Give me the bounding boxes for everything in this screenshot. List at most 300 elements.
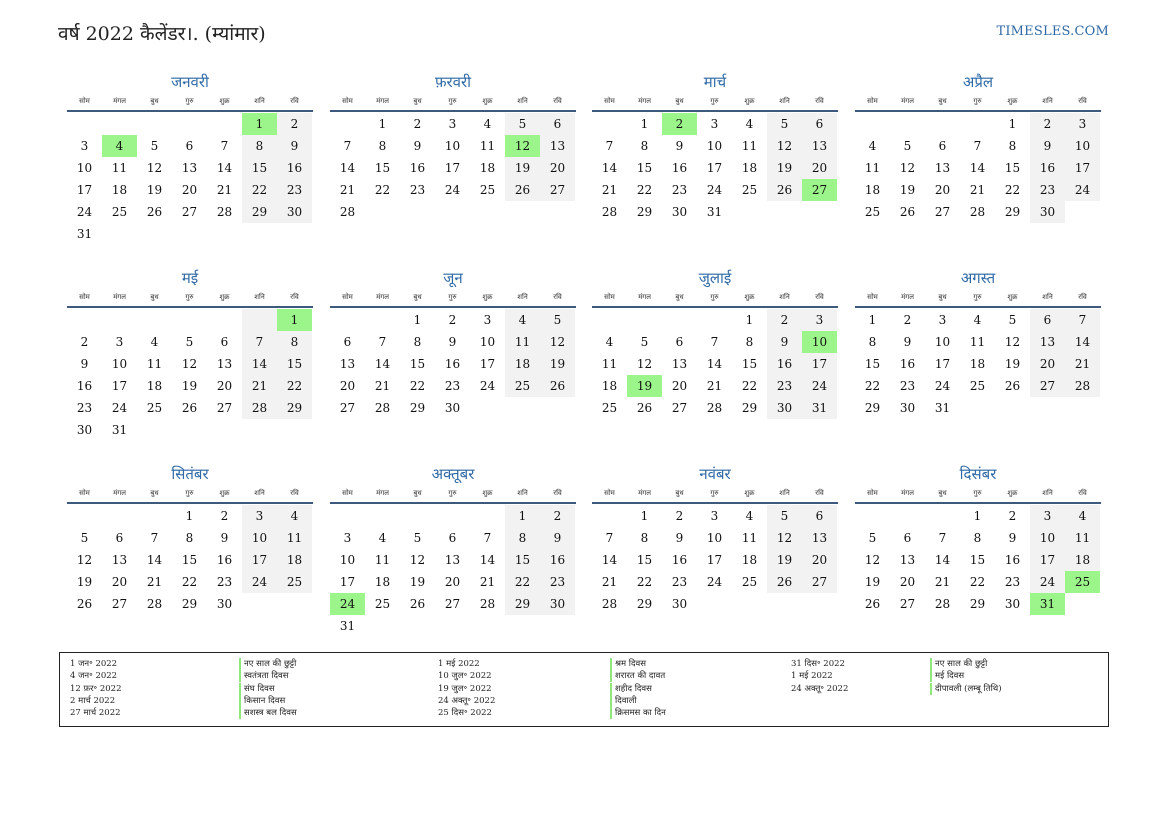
day-cell[interactable]: 15 — [636, 161, 653, 175]
day-cell[interactable]: 22 — [969, 575, 986, 589]
day-cell[interactable]: 14 — [242, 353, 277, 375]
day-cell[interactable]: 1 — [185, 509, 194, 523]
day-cell[interactable]: 10 — [444, 139, 461, 153]
day-cell[interactable]: 1 — [640, 117, 649, 131]
day-cell[interactable]: 1 — [973, 509, 982, 523]
day-cell[interactable]: 11 — [741, 531, 758, 545]
day-cell[interactable]: 9 — [277, 135, 312, 157]
day-cell[interactable]: 15 — [864, 357, 881, 371]
day-cell[interactable]: 8 — [973, 531, 982, 545]
day-cell[interactable]: 3 — [710, 509, 719, 523]
day-cell[interactable]: 10 — [76, 161, 93, 175]
day-cell[interactable]: 19 — [767, 157, 802, 179]
day-cell[interactable]: 3 — [343, 531, 352, 545]
day-cell[interactable]: 30 — [277, 201, 312, 223]
day-cell[interactable]: 13 — [181, 161, 198, 175]
day-cell[interactable]: 25 — [741, 183, 758, 197]
day-cell[interactable]: 4 — [150, 335, 159, 349]
day-cell[interactable]: 11 — [505, 331, 540, 353]
day-cell[interactable]: 25 — [969, 379, 986, 393]
day-cell[interactable]: 31 — [802, 397, 837, 419]
day-cell[interactable]: 20 — [1030, 353, 1065, 375]
day-cell[interactable]: 4 — [605, 335, 614, 349]
day-cell[interactable]: 6 — [448, 531, 457, 545]
day-cell[interactable]: 16 — [671, 161, 688, 175]
day-cell[interactable]: 30 — [899, 401, 916, 415]
day-cell[interactable]: 17 — [444, 161, 461, 175]
day-cell[interactable]: 19 — [505, 157, 540, 179]
day-cell[interactable]: 19 — [76, 575, 93, 589]
day-cell[interactable]: 10 — [802, 331, 837, 353]
day-cell[interactable]: 17 — [1065, 157, 1100, 179]
day-cell[interactable]: 1 — [413, 313, 422, 327]
day-cell[interactable]: 14 — [479, 553, 496, 567]
site-link[interactable]: TIMESLES.COM — [996, 24, 1109, 39]
day-cell[interactable]: 7 — [973, 139, 982, 153]
day-cell[interactable]: 19 — [181, 379, 198, 393]
day-cell[interactable]: 2 — [662, 113, 697, 135]
day-cell[interactable]: 5 — [185, 335, 194, 349]
day-cell[interactable]: 9 — [903, 335, 912, 349]
day-cell[interactable]: 7 — [1065, 309, 1100, 331]
day-cell[interactable]: 13 — [899, 553, 916, 567]
day-cell[interactable]: 16 — [76, 379, 93, 393]
day-cell[interactable]: 6 — [220, 335, 229, 349]
day-cell[interactable]: 23 — [76, 401, 93, 415]
day-cell[interactable]: 20 — [444, 575, 461, 589]
day-cell[interactable]: 21 — [479, 575, 496, 589]
day-cell[interactable]: 27 — [934, 205, 951, 219]
day-cell[interactable]: 31 — [706, 205, 723, 219]
day-cell[interactable]: 11 — [1065, 527, 1100, 549]
day-cell[interactable]: 14 — [706, 357, 723, 371]
day-cell[interactable]: 6 — [1030, 309, 1065, 331]
day-cell[interactable]: 28 — [934, 597, 951, 611]
day-cell[interactable]: 27 — [802, 179, 837, 201]
day-cell[interactable]: 5 — [640, 335, 649, 349]
day-cell[interactable]: 23 — [899, 379, 916, 393]
day-cell[interactable]: 19 — [540, 353, 575, 375]
day-cell[interactable]: 17 — [706, 161, 723, 175]
day-cell[interactable]: 16 — [1004, 553, 1021, 567]
day-cell[interactable]: 27 — [111, 597, 128, 611]
day-cell[interactable]: 4 — [973, 313, 982, 327]
day-cell[interactable]: 22 — [864, 379, 881, 393]
day-cell[interactable]: 6 — [802, 505, 837, 527]
day-cell[interactable]: 7 — [605, 139, 614, 153]
day-cell[interactable]: 21 — [969, 183, 986, 197]
day-cell[interactable]: 20 — [540, 157, 575, 179]
day-cell[interactable]: 30 — [444, 401, 461, 415]
day-cell[interactable]: 13 — [802, 527, 837, 549]
day-cell[interactable]: 30 — [767, 397, 802, 419]
day-cell[interactable]: 23 — [767, 375, 802, 397]
day-cell[interactable]: 20 — [802, 157, 837, 179]
day-cell[interactable]: 24 — [76, 205, 93, 219]
day-cell[interactable]: 7 — [150, 531, 159, 545]
day-cell[interactable]: 6 — [343, 335, 352, 349]
day-cell[interactable]: 12 — [181, 357, 198, 371]
day-cell[interactable]: 20 — [111, 575, 128, 589]
day-cell[interactable]: 5 — [150, 139, 159, 153]
day-cell[interactable]: 14 — [146, 553, 163, 567]
day-cell[interactable]: 9 — [220, 531, 229, 545]
day-cell[interactable]: 7 — [220, 139, 229, 153]
day-cell[interactable]: 20 — [216, 379, 233, 393]
day-cell[interactable]: 15 — [409, 357, 426, 371]
day-cell[interactable]: 2 — [1030, 113, 1065, 135]
day-cell[interactable]: 21 — [146, 575, 163, 589]
day-cell[interactable]: 27 — [339, 401, 356, 415]
day-cell[interactable]: 3 — [115, 335, 124, 349]
day-cell[interactable]: 19 — [409, 575, 426, 589]
day-cell[interactable]: 29 — [636, 205, 653, 219]
day-cell[interactable]: 29 — [409, 401, 426, 415]
day-cell[interactable]: 5 — [903, 139, 912, 153]
day-cell[interactable]: 14 — [374, 357, 391, 371]
day-cell[interactable]: 28 — [146, 597, 163, 611]
day-cell[interactable]: 12 — [409, 553, 426, 567]
day-cell[interactable]: 24 — [706, 575, 723, 589]
day-cell[interactable]: 3 — [483, 313, 492, 327]
day-cell[interactable]: 22 — [505, 571, 540, 593]
day-cell[interactable]: 18 — [741, 161, 758, 175]
day-cell[interactable]: 4 — [1065, 505, 1100, 527]
day-cell[interactable]: 10 — [934, 335, 951, 349]
day-cell[interactable]: 14 — [339, 161, 356, 175]
day-cell[interactable]: 5 — [1008, 313, 1017, 327]
day-cell[interactable]: 1 — [1008, 117, 1017, 131]
day-cell[interactable]: 8 — [1008, 139, 1017, 153]
day-cell[interactable]: 1 — [745, 313, 754, 327]
day-cell[interactable]: 23 — [1004, 575, 1021, 589]
day-cell[interactable]: 28 — [601, 205, 618, 219]
day-cell[interactable]: 8 — [745, 335, 754, 349]
day-cell[interactable]: 27 — [671, 401, 688, 415]
day-cell[interactable]: 2 — [277, 113, 312, 135]
day-cell[interactable]: 5 — [868, 531, 877, 545]
day-cell[interactable]: 22 — [636, 575, 653, 589]
day-cell[interactable]: 16 — [409, 161, 426, 175]
day-cell[interactable]: 25 — [277, 571, 312, 593]
day-cell[interactable]: 1 — [242, 113, 277, 135]
day-cell[interactable]: 29 — [242, 201, 277, 223]
day-cell[interactable]: 9 — [80, 357, 89, 371]
day-cell[interactable]: 24 — [934, 379, 951, 393]
day-cell[interactable]: 4 — [868, 139, 877, 153]
day-cell[interactable]: 22 — [374, 183, 391, 197]
day-cell[interactable]: 11 — [374, 553, 391, 567]
day-cell[interactable]: 25 — [111, 205, 128, 219]
day-cell[interactable]: 28 — [1065, 375, 1100, 397]
day-cell[interactable]: 5 — [413, 531, 422, 545]
day-cell[interactable]: 21 — [601, 575, 618, 589]
day-cell[interactable]: 13 — [339, 357, 356, 371]
day-cell[interactable]: 6 — [540, 113, 575, 135]
day-cell[interactable]: 8 — [640, 531, 649, 545]
day-cell[interactable]: 17 — [242, 549, 277, 571]
day-cell[interactable]: 12 — [767, 135, 802, 157]
day-cell[interactable]: 1 — [640, 509, 649, 523]
day-cell[interactable]: 13 — [671, 357, 688, 371]
day-cell[interactable]: 20 — [339, 379, 356, 393]
day-cell[interactable]: 28 — [216, 205, 233, 219]
day-cell[interactable]: 4 — [483, 117, 492, 131]
day-cell[interactable]: 26 — [181, 401, 198, 415]
day-cell[interactable]: 18 — [969, 357, 986, 371]
day-cell[interactable]: 7 — [343, 139, 352, 153]
day-cell[interactable]: 25 — [146, 401, 163, 415]
day-cell[interactable]: 16 — [216, 553, 233, 567]
day-cell[interactable]: 9 — [1008, 531, 1017, 545]
day-cell[interactable]: 7 — [605, 531, 614, 545]
day-cell[interactable]: 8 — [868, 335, 877, 349]
day-cell[interactable]: 31 — [339, 619, 356, 633]
day-cell[interactable]: 17 — [706, 553, 723, 567]
day-cell[interactable]: 20 — [934, 183, 951, 197]
day-cell[interactable]: 6 — [938, 139, 947, 153]
day-cell[interactable]: 23 — [277, 179, 312, 201]
day-cell[interactable]: 25 — [864, 205, 881, 219]
day-cell[interactable]: 16 — [767, 353, 802, 375]
day-cell[interactable]: 30 — [671, 205, 688, 219]
day-cell[interactable]: 27 — [181, 205, 198, 219]
day-cell[interactable]: 25 — [479, 183, 496, 197]
day-cell[interactable]: 11 — [864, 161, 881, 175]
day-cell[interactable]: 3 — [80, 139, 89, 153]
day-cell[interactable]: 15 — [277, 353, 312, 375]
day-cell[interactable]: 2 — [1008, 509, 1017, 523]
day-cell[interactable]: 8 — [277, 331, 312, 353]
day-cell[interactable]: 31 — [111, 423, 128, 437]
day-cell[interactable]: 12 — [636, 357, 653, 371]
day-cell[interactable]: 16 — [899, 357, 916, 371]
day-cell[interactable]: 18 — [479, 161, 496, 175]
day-cell[interactable]: 31 — [934, 401, 951, 415]
day-cell[interactable]: 13 — [540, 135, 575, 157]
day-cell[interactable]: 6 — [185, 139, 194, 153]
day-cell[interactable]: 4 — [745, 117, 754, 131]
day-cell[interactable]: 16 — [277, 157, 312, 179]
day-cell[interactable]: 3 — [1065, 113, 1100, 135]
day-cell[interactable]: 7 — [710, 335, 719, 349]
day-cell[interactable]: 31 — [1030, 593, 1065, 615]
day-cell[interactable]: 26 — [76, 597, 93, 611]
day-cell[interactable]: 11 — [277, 527, 312, 549]
day-cell[interactable]: 28 — [242, 397, 277, 419]
day-cell[interactable]: 12 — [864, 553, 881, 567]
day-cell[interactable]: 2 — [220, 509, 229, 523]
day-cell[interactable]: 25 — [505, 375, 540, 397]
day-cell[interactable]: 9 — [675, 531, 684, 545]
day-cell[interactable]: 10 — [242, 527, 277, 549]
day-cell[interactable]: 2 — [903, 313, 912, 327]
day-cell[interactable]: 25 — [1065, 571, 1100, 593]
day-cell[interactable]: 11 — [601, 357, 618, 371]
day-cell[interactable]: 24 — [111, 401, 128, 415]
day-cell[interactable]: 30 — [671, 597, 688, 611]
day-cell[interactable]: 7 — [938, 531, 947, 545]
day-cell[interactable]: 2 — [413, 117, 422, 131]
day-cell[interactable]: 8 — [640, 139, 649, 153]
day-cell[interactable]: 14 — [934, 553, 951, 567]
day-cell[interactable]: 12 — [767, 527, 802, 549]
day-cell[interactable]: 19 — [864, 575, 881, 589]
day-cell[interactable]: 1 — [505, 505, 540, 527]
day-cell[interactable]: 23 — [671, 183, 688, 197]
day-cell[interactable]: 13 — [111, 553, 128, 567]
day-cell[interactable]: 21 — [242, 375, 277, 397]
day-cell[interactable]: 3 — [710, 117, 719, 131]
day-cell[interactable]: 28 — [339, 205, 356, 219]
day-cell[interactable]: 26 — [767, 179, 802, 201]
day-cell[interactable]: 10 — [706, 531, 723, 545]
day-cell[interactable]: 10 — [1065, 135, 1100, 157]
day-cell[interactable]: 28 — [374, 401, 391, 415]
day-cell[interactable]: 14 — [601, 553, 618, 567]
day-cell[interactable]: 1 — [378, 117, 387, 131]
day-cell[interactable]: 24 — [479, 379, 496, 393]
day-cell[interactable]: 29 — [969, 597, 986, 611]
day-cell[interactable]: 8 — [242, 135, 277, 157]
day-cell[interactable]: 22 — [741, 379, 758, 393]
day-cell[interactable]: 24 — [1065, 179, 1100, 201]
day-cell[interactable]: 19 — [767, 549, 802, 571]
day-cell[interactable]: 9 — [1030, 135, 1065, 157]
day-cell[interactable]: 24 — [330, 593, 365, 615]
day-cell[interactable]: 22 — [636, 183, 653, 197]
day-cell[interactable]: 11 — [741, 139, 758, 153]
day-cell[interactable]: 12 — [505, 135, 540, 157]
day-cell[interactable]: 26 — [146, 205, 163, 219]
day-cell[interactable]: 14 — [601, 161, 618, 175]
day-cell[interactable]: 3 — [938, 313, 947, 327]
day-cell[interactable]: 13 — [1030, 331, 1065, 353]
day-cell[interactable]: 9 — [767, 331, 802, 353]
day-cell[interactable]: 25 — [741, 575, 758, 589]
day-cell[interactable]: 26 — [899, 205, 916, 219]
day-cell[interactable]: 7 — [242, 331, 277, 353]
day-cell[interactable]: 2 — [448, 313, 457, 327]
day-cell[interactable]: 21 — [1065, 353, 1100, 375]
day-cell[interactable]: 28 — [601, 597, 618, 611]
day-cell[interactable]: 8 — [378, 139, 387, 153]
day-cell[interactable]: 30 — [76, 423, 93, 437]
day-cell[interactable]: 27 — [540, 179, 575, 201]
day-cell[interactable]: 26 — [864, 597, 881, 611]
day-cell[interactable]: 29 — [741, 401, 758, 415]
day-cell[interactable]: 5 — [80, 531, 89, 545]
day-cell[interactable]: 23 — [409, 183, 426, 197]
day-cell[interactable]: 5 — [505, 113, 540, 135]
day-cell[interactable]: 26 — [540, 375, 575, 397]
day-cell[interactable]: 11 — [146, 357, 163, 371]
day-cell[interactable]: 29 — [864, 401, 881, 415]
day-cell[interactable]: 23 — [671, 575, 688, 589]
day-cell[interactable]: 25 — [601, 401, 618, 415]
day-cell[interactable]: 22 — [409, 379, 426, 393]
day-cell[interactable]: 12 — [146, 161, 163, 175]
day-cell[interactable]: 17 — [934, 357, 951, 371]
day-cell[interactable]: 15 — [636, 553, 653, 567]
day-cell[interactable]: 21 — [374, 379, 391, 393]
day-cell[interactable]: 15 — [374, 161, 391, 175]
day-cell[interactable]: 14 — [969, 161, 986, 175]
day-cell[interactable]: 13 — [216, 357, 233, 371]
day-cell[interactable]: 18 — [374, 575, 391, 589]
day-cell[interactable]: 11 — [969, 335, 986, 349]
day-cell[interactable]: 20 — [899, 575, 916, 589]
day-cell[interactable]: 3 — [242, 505, 277, 527]
day-cell[interactable]: 21 — [339, 183, 356, 197]
day-cell[interactable]: 4 — [102, 135, 137, 157]
day-cell[interactable]: 18 — [1065, 549, 1100, 571]
day-cell[interactable]: 24 — [1030, 571, 1065, 593]
day-cell[interactable]: 13 — [802, 135, 837, 157]
day-cell[interactable]: 12 — [540, 331, 575, 353]
day-cell[interactable]: 9 — [448, 335, 457, 349]
day-cell[interactable]: 18 — [741, 553, 758, 567]
day-cell[interactable]: 21 — [706, 379, 723, 393]
day-cell[interactable]: 15 — [1004, 161, 1021, 175]
day-cell[interactable]: 17 — [111, 379, 128, 393]
day-cell[interactable]: 27 — [802, 571, 837, 593]
day-cell[interactable]: 23 — [216, 575, 233, 589]
day-cell[interactable]: 28 — [969, 205, 986, 219]
day-cell[interactable]: 8 — [413, 335, 422, 349]
day-cell[interactable]: 18 — [277, 549, 312, 571]
day-cell[interactable]: 18 — [146, 379, 163, 393]
day-cell[interactable]: 19 — [1004, 357, 1021, 371]
day-cell[interactable]: 6 — [115, 531, 124, 545]
day-cell[interactable]: 21 — [601, 183, 618, 197]
day-cell[interactable]: 4 — [277, 505, 312, 527]
day-cell[interactable]: 20 — [671, 379, 688, 393]
day-cell[interactable]: 18 — [111, 183, 128, 197]
day-cell[interactable]: 24 — [706, 183, 723, 197]
day-cell[interactable]: 1 — [868, 313, 877, 327]
day-cell[interactable]: 15 — [181, 553, 198, 567]
day-cell[interactable]: 27 — [216, 401, 233, 415]
day-cell[interactable]: 17 — [339, 575, 356, 589]
day-cell[interactable]: 13 — [934, 161, 951, 175]
day-cell[interactable]: 24 — [802, 375, 837, 397]
day-cell[interactable]: 5 — [540, 309, 575, 331]
day-cell[interactable]: 26 — [767, 571, 802, 593]
day-cell[interactable]: 28 — [479, 597, 496, 611]
day-cell[interactable]: 3 — [448, 117, 457, 131]
day-cell[interactable]: 10 — [706, 139, 723, 153]
day-cell[interactable]: 5 — [767, 113, 802, 135]
day-cell[interactable]: 12 — [1004, 335, 1021, 349]
day-cell[interactable]: 27 — [444, 597, 461, 611]
day-cell[interactable]: 2 — [540, 505, 575, 527]
day-cell[interactable]: 30 — [1004, 597, 1021, 611]
day-cell[interactable]: 31 — [76, 227, 93, 241]
day-cell[interactable]: 19 — [146, 183, 163, 197]
day-cell[interactable]: 22 — [242, 179, 277, 201]
day-cell[interactable]: 22 — [277, 375, 312, 397]
day-cell[interactable]: 17 — [1030, 549, 1065, 571]
day-cell[interactable]: 9 — [540, 527, 575, 549]
day-cell[interactable]: 15 — [505, 549, 540, 571]
day-cell[interactable]: 9 — [675, 139, 684, 153]
day-cell[interactable]: 6 — [675, 335, 684, 349]
day-cell[interactable]: 30 — [540, 593, 575, 615]
day-cell[interactable]: 13 — [444, 553, 461, 567]
day-cell[interactable]: 3 — [1030, 505, 1065, 527]
day-cell[interactable]: 27 — [899, 597, 916, 611]
